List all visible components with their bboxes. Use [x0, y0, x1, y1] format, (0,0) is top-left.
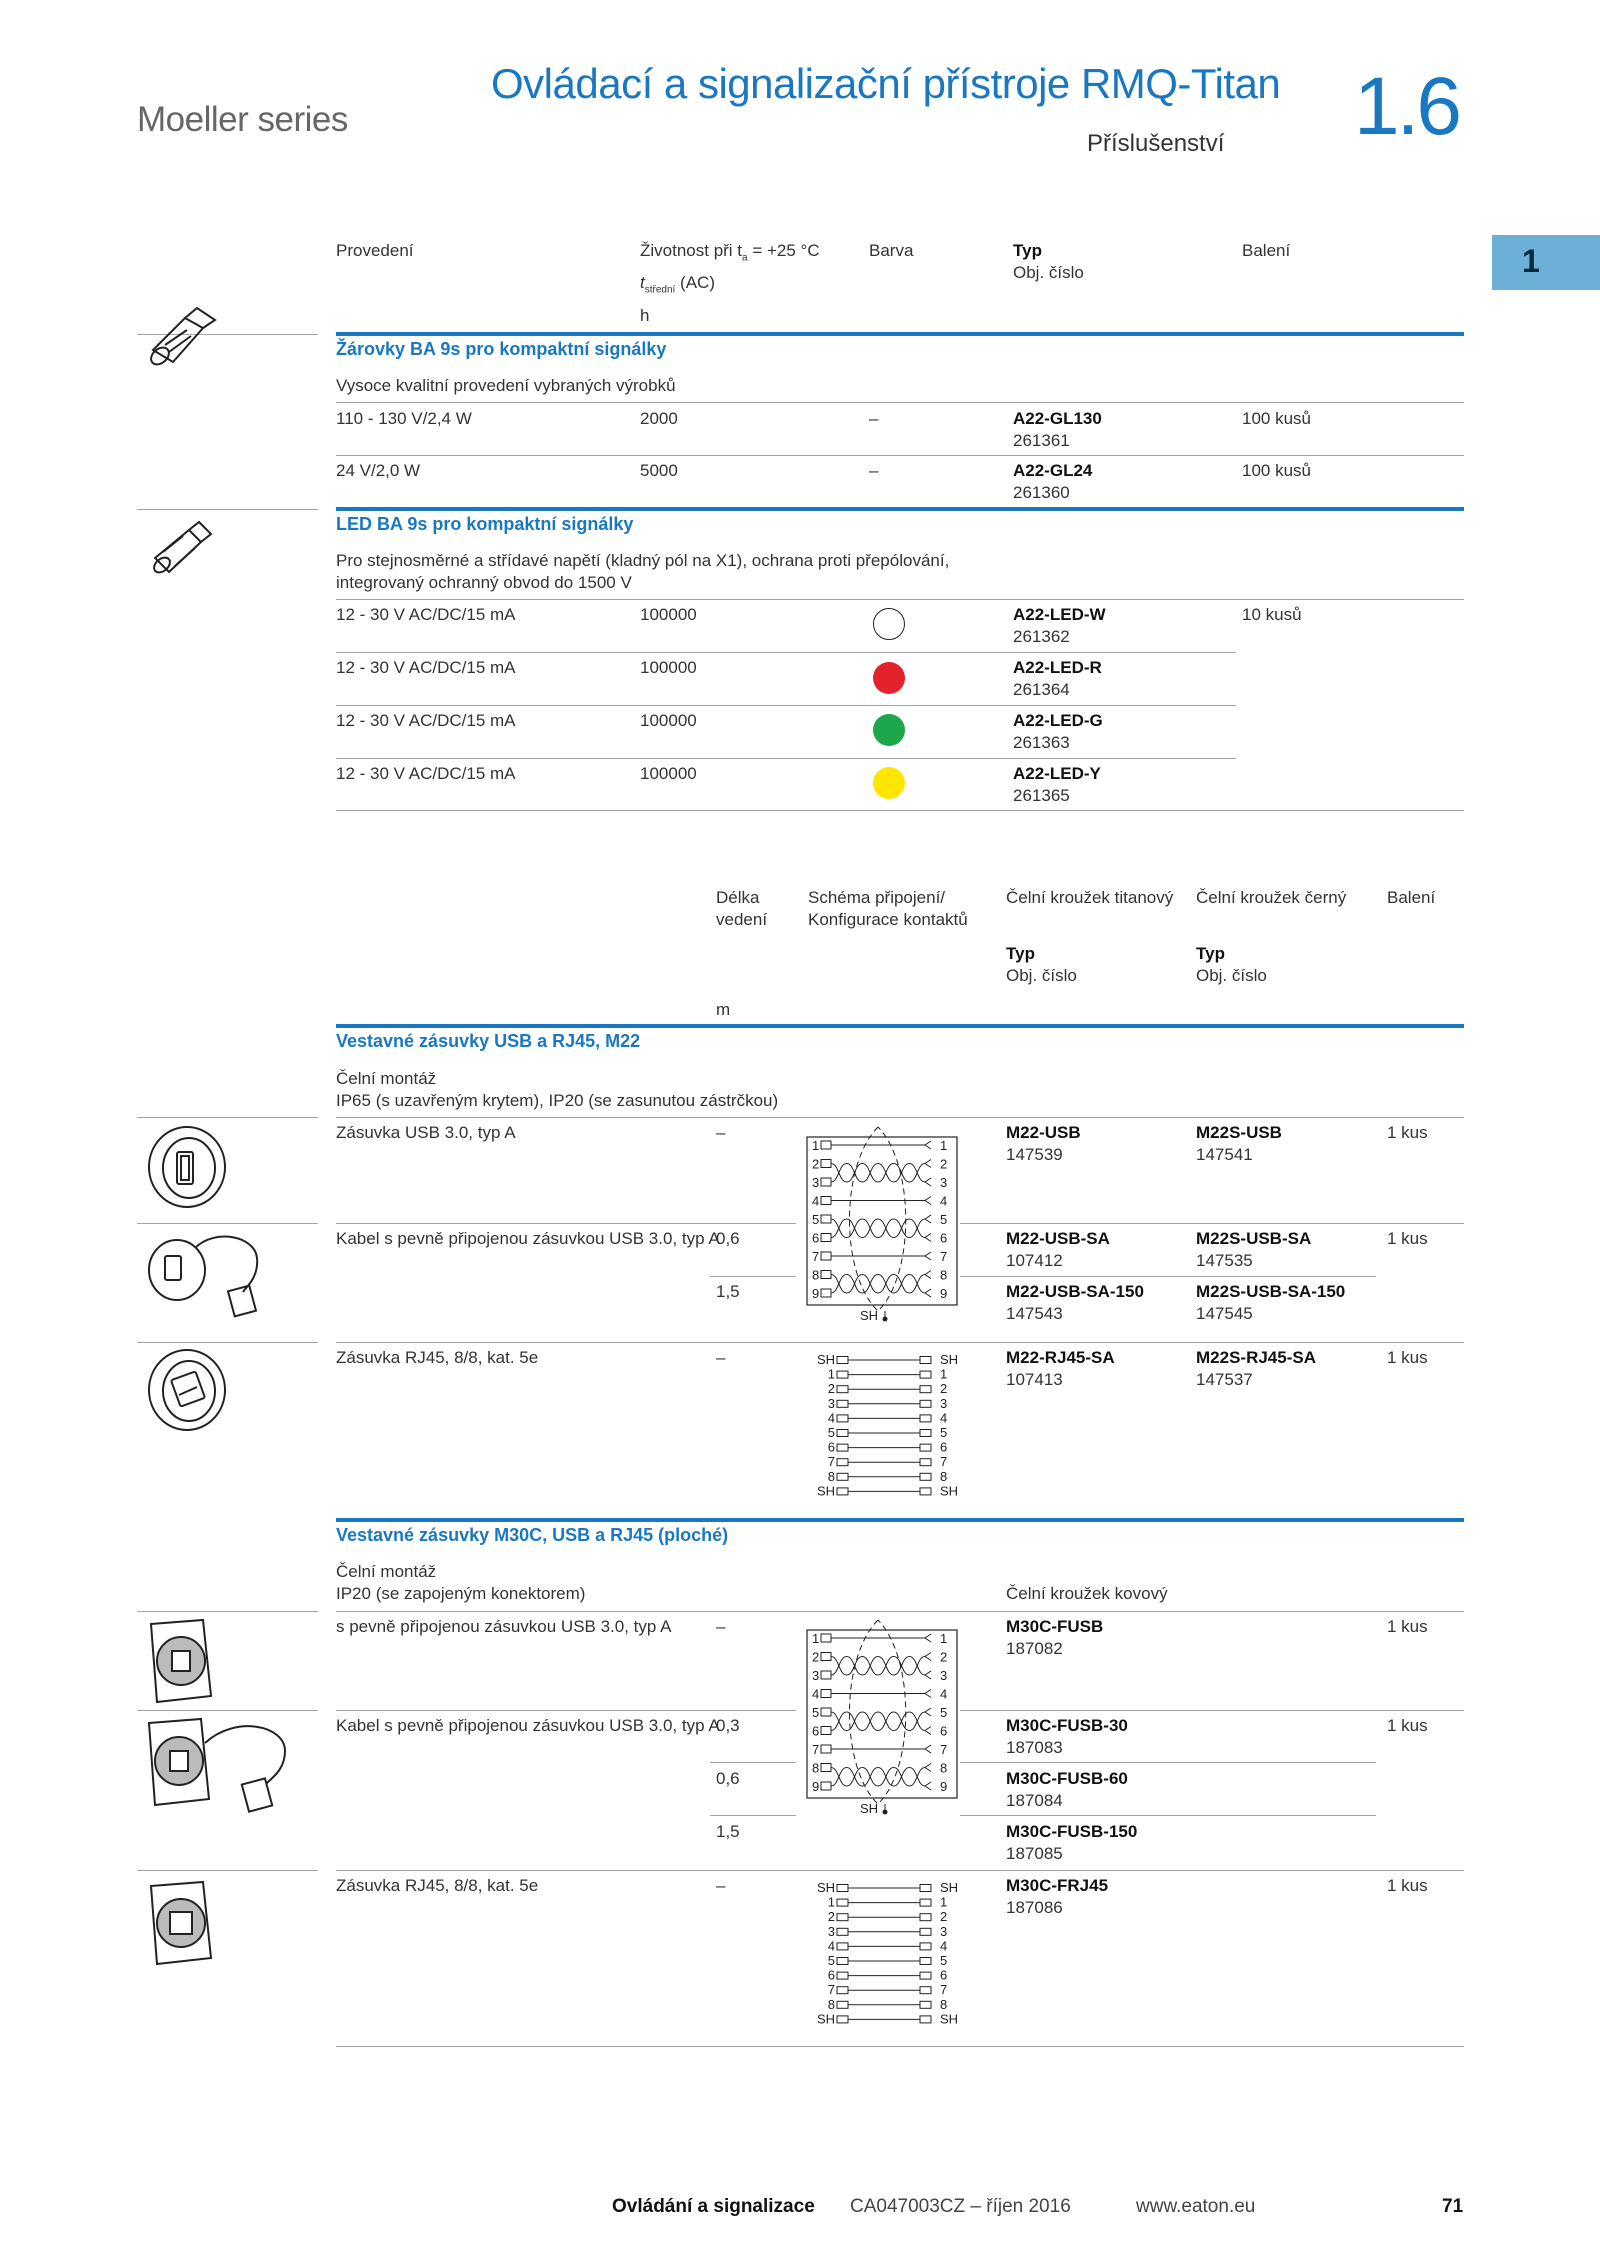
section-desc: IP20 (se zapojeným konektorem)	[336, 1584, 586, 1603]
row-obj: 261364	[1013, 680, 1070, 699]
section-title-led: LED BA 9s pro kompaktní signálky	[336, 514, 634, 534]
row-obj: 261363	[1013, 733, 1070, 752]
pin-label-right: 1	[940, 1366, 948, 1382]
pin-label-right: 5	[940, 1212, 948, 1227]
row-obj-titan: 147543	[1006, 1304, 1063, 1323]
pin-label-right: 7	[940, 1454, 948, 1470]
pin-label-right: 9	[940, 1286, 948, 1301]
row-typ: M30C-FUSB	[1006, 1617, 1104, 1636]
row-provedeni: Zásuvka USB 3.0, typ A	[336, 1123, 516, 1142]
section-desc: Pro stejnosměrné a střídavé napětí (kladný pól na X1), ochrana proti přepólování,	[336, 551, 950, 570]
row-obj: 187084	[1006, 1791, 1063, 1810]
row-obj-titan: 107412	[1006, 1251, 1063, 1270]
pin-label-left: 3	[827, 1395, 835, 1411]
row-life: 2000	[640, 409, 678, 428]
pin-label-left: SH	[816, 1880, 835, 1895]
pin-label-right: 2	[940, 1156, 948, 1172]
col-header-unit-h: h	[640, 306, 650, 325]
row-typ: M30C-FRJ45	[1006, 1876, 1109, 1895]
col-header-schema: Konfigurace kontaktů	[808, 910, 968, 929]
row-life: 100000	[640, 605, 697, 624]
pin-label-right: 6	[940, 1723, 948, 1739]
row-life: 100000	[640, 658, 697, 677]
col-header-baleni: Balení	[1242, 241, 1291, 260]
pin-label-right: 1	[940, 1894, 948, 1910]
pin-label-left: 3	[812, 1668, 820, 1683]
page-subtitle: Příslušenství	[1087, 130, 1225, 157]
col-header-schema: Schéma připojení/	[808, 888, 946, 907]
row-obj: 187085	[1006, 1844, 1063, 1863]
row-typ-cerny: M22S-USB-SA-150	[1196, 1282, 1346, 1301]
pin-label-right: 7	[940, 1982, 948, 1998]
row-life: 5000	[640, 461, 678, 480]
row-baleni: 100 kusů	[1242, 409, 1311, 428]
pin-label-right: 2	[940, 1649, 948, 1665]
pin-label-left: 8	[827, 1996, 835, 2012]
row-delka: 0,6	[716, 1769, 740, 1788]
pin-label-right: SH	[940, 1352, 959, 1367]
row-obj: 187086	[1006, 1898, 1063, 1917]
flat-usb-socket-icon	[145, 1616, 225, 1706]
row-obj: 261361	[1013, 431, 1070, 450]
row-delka: –	[716, 1617, 726, 1636]
row-typ-titan: M22-USB	[1006, 1123, 1081, 1142]
shield-label: SH	[860, 1308, 879, 1323]
chapter-number: 1.6	[1354, 61, 1459, 152]
pin-label-right: 1	[940, 1138, 948, 1153]
footer-section: Ovládání a signalizace	[612, 2196, 815, 2217]
section-desc: IP65 (s uzavřeným krytem), IP20 (se zasunutou zástrčkou)	[336, 1091, 779, 1110]
pin-label-left: 1	[812, 1631, 820, 1646]
row-obj: 187083	[1006, 1738, 1063, 1757]
section-desc: integrovaný ochranný obvod do 1500 V	[336, 573, 632, 592]
row-typ: A22-GL130	[1013, 409, 1102, 428]
pin-label-right: 8	[940, 1468, 948, 1484]
row-typ-cerny: M22S-RJ45-SA	[1196, 1348, 1316, 1367]
row-typ-cerny: M22S-USB	[1196, 1123, 1282, 1142]
row-delka: 0,3	[716, 1716, 740, 1735]
row-baleni: 1 kus	[1387, 1876, 1428, 1895]
section-desc: Čelní montáž	[336, 1562, 437, 1581]
row-typ-titan: M22-USB-SA-150	[1006, 1282, 1144, 1301]
page-title: Ovládací a signalizační přístroje RMQ-Titan	[491, 60, 1281, 107]
row-typ: M30C-FUSB-150	[1006, 1822, 1138, 1841]
pin-label-left: 1	[827, 1894, 835, 1910]
pin-label-right: 3	[940, 1175, 948, 1190]
pin-label-left: 5	[827, 1953, 835, 1968]
pin-label-right: 6	[940, 1439, 948, 1455]
pin-label-left: SH	[816, 1483, 835, 1499]
section-title-m22: Vestavné zásuvky USB a RJ45, M22	[336, 1031, 641, 1051]
section-desc: Čelní montáž	[336, 1069, 437, 1088]
row-baleni: 1 kus	[1387, 1716, 1428, 1735]
bulb-icon	[145, 300, 225, 370]
row-provedeni: 110 - 130 V/2,4 W	[336, 409, 472, 428]
pin-label-left: 7	[812, 1742, 820, 1757]
pin-label-right: 4	[940, 1193, 948, 1209]
col-header-typ: Typ	[1196, 944, 1225, 963]
row-baleni: 1 kus	[1387, 1123, 1428, 1142]
col-header-delka: vedení	[716, 910, 768, 929]
col-header-delka: Délka	[716, 888, 760, 907]
row-typ: M30C-FUSB-60	[1006, 1769, 1128, 1788]
chapter-tab-label: 1	[1522, 243, 1540, 279]
pin-label-right: 5	[940, 1705, 948, 1720]
led-color-yellow	[873, 767, 905, 799]
pin-label-right: 2	[940, 1909, 948, 1925]
row-delka: 0,6	[716, 1229, 740, 1248]
section-title-m30c: Vestavné zásuvky M30C, USB a RJ45 (ploché)	[336, 1525, 729, 1545]
col-header-barva: Barva	[869, 241, 914, 260]
rj45-socket-icon	[145, 1345, 235, 1435]
pin-label-left: 2	[827, 1909, 835, 1925]
section-title-zarovky: Žárovky BA 9s pro kompaktní signálky	[336, 339, 667, 359]
row-baleni: 1 kus	[1387, 1229, 1428, 1248]
col-header-cerny: Čelní kroužek černý	[1196, 888, 1347, 907]
pin-label-left: 5	[827, 1425, 835, 1440]
row-typ: A22-GL24	[1013, 461, 1093, 480]
pin-label-left: 4	[827, 1410, 835, 1426]
row-obj-cerny: 147545	[1196, 1304, 1253, 1323]
row-provedeni: Zásuvka RJ45, 8/8, kat. 5e	[336, 1348, 539, 1367]
pin-label-left: 2	[812, 1649, 820, 1665]
row-life: 100000	[640, 764, 697, 783]
pin-label-left: 6	[812, 1723, 820, 1739]
led-color-white	[873, 608, 905, 640]
pin-label-left: 1	[812, 1138, 820, 1153]
row-delka: 1,5	[716, 1822, 740, 1841]
pin-label-right: 4	[940, 1938, 948, 1954]
row-obj-cerny: 147541	[1196, 1145, 1253, 1164]
pin-label-left: 3	[812, 1175, 820, 1190]
pin-label-left: 2	[827, 1381, 835, 1397]
col-header-obj: Obj. číslo	[1006, 966, 1077, 985]
row-typ-titan: M22-RJ45-SA	[1006, 1348, 1115, 1367]
pin-label-right: SH	[940, 1880, 959, 1895]
row-delka: –	[716, 1876, 726, 1895]
pin-label-left: 9	[812, 1779, 820, 1794]
pin-label-left: 7	[827, 1454, 835, 1470]
pin-label-right: 8	[940, 1267, 948, 1283]
row-barva: –	[869, 409, 879, 428]
row-provedeni: 24 V/2,0 W	[336, 461, 421, 480]
row-provedeni: 12 - 30 V AC/DC/15 mA	[336, 658, 516, 677]
pin-label-right: 8	[940, 1996, 948, 2012]
row-obj: 261360	[1013, 483, 1070, 502]
row-baleni: 1 kus	[1387, 1348, 1428, 1367]
pin-label-right: 7	[940, 1249, 948, 1264]
pin-label-left: 7	[827, 1982, 835, 1998]
flat-rj45-socket-icon	[145, 1878, 225, 1968]
row-delka: –	[716, 1123, 726, 1142]
rj45-wiring-diagram	[805, 1878, 965, 2030]
pin-label-right: 2	[940, 1381, 948, 1397]
usb-wiring-diagram	[805, 1618, 965, 1818]
pin-label-right: 1	[940, 1631, 948, 1646]
row-obj: 261365	[1013, 786, 1070, 805]
row-provedeni: Kabel s pevně připojenou zásuvkou USB 3.0, typ A	[336, 1716, 720, 1735]
pin-label-left: 7	[812, 1249, 820, 1264]
row-typ: A22-LED-Y	[1013, 764, 1101, 783]
series-label: Moeller series	[137, 100, 348, 139]
led-bulb-icon	[145, 510, 225, 580]
col-header-t-stredni: $t_{střední}$ (AC)	[640, 273, 715, 296]
col-header-zivotnost: Životnost při $t_a = +25$ °C	[640, 241, 820, 264]
row-delka: –	[716, 1348, 726, 1367]
pin-label-left: 2	[812, 1156, 820, 1172]
pin-label-right: 4	[940, 1686, 948, 1702]
row-obj: 261362	[1013, 627, 1070, 646]
pin-label-right: 3	[940, 1668, 948, 1683]
usb-socket-icon	[145, 1122, 235, 1212]
row-delka: 1,5	[716, 1282, 740, 1301]
pin-label-left: 5	[812, 1212, 820, 1227]
pin-label-left: 8	[812, 1267, 820, 1283]
pin-label-left: 4	[812, 1686, 820, 1702]
col-header-obj: Obj. číslo	[1196, 966, 1267, 985]
pin-label-left: 3	[827, 1923, 835, 1939]
col-header-typ: Typ	[1013, 241, 1042, 260]
chapter-tab[interactable]	[1492, 235, 1600, 290]
pin-label-left: SH	[816, 2011, 835, 2027]
row-typ-titan: M22-USB-SA	[1006, 1229, 1110, 1248]
row-typ: A22-LED-G	[1013, 711, 1103, 730]
pin-label-left: SH	[816, 1352, 835, 1367]
pin-label-right: 5	[940, 1425, 948, 1440]
row-obj-titan: 107413	[1006, 1370, 1063, 1389]
row-baleni: 1 kus	[1387, 1617, 1428, 1636]
pin-label-right: SH	[940, 2011, 959, 2027]
row-provedeni: Kabel s pevně připojenou zásuvkou USB 3.0, typ A	[336, 1229, 720, 1248]
pin-label-left: 5	[812, 1705, 820, 1720]
usb-wiring-diagram	[805, 1125, 965, 1325]
pin-label-right: 3	[940, 1923, 948, 1939]
footer-web[interactable]: www.eaton.eu	[1136, 2196, 1256, 2217]
row-obj-cerny: 147535	[1196, 1251, 1253, 1270]
row-obj: 187082	[1006, 1639, 1063, 1658]
row-provedeni: 12 - 30 V AC/DC/15 mA	[336, 605, 516, 624]
col-header-provedeni: Provedení	[336, 241, 414, 260]
col-header-obj: Obj. číslo	[1013, 263, 1084, 282]
row-barva: –	[869, 461, 879, 480]
row-typ: A22-LED-W	[1013, 605, 1106, 624]
pin-label-left: 1	[827, 1366, 835, 1382]
rj45-wiring-diagram	[805, 1350, 965, 1502]
row-baleni: 100 kusů	[1242, 461, 1311, 480]
col-header-kovovy: Čelní kroužek kovový	[1006, 1584, 1168, 1603]
row-provedeni: s pevně připojenou zásuvkou USB 3.0, typ A	[336, 1617, 672, 1636]
pin-label-left: 4	[812, 1193, 820, 1209]
col-header-titan: Čelní kroužek titanový	[1006, 888, 1174, 907]
col-header-typ: Typ	[1006, 944, 1035, 963]
footer-catalog: CA047003CZ – říjen 2016	[850, 2196, 1071, 2217]
col-header-baleni: Balení	[1387, 888, 1436, 907]
row-typ: A22-LED-R	[1013, 658, 1102, 677]
usb-cable-socket-icon	[145, 1228, 275, 1318]
flat-usb-cable-icon	[145, 1715, 295, 1815]
pin-label-right: 4	[940, 1410, 948, 1426]
pin-label-left: 6	[827, 1439, 835, 1455]
pin-label-left: 8	[812, 1760, 820, 1776]
row-provedeni: 12 - 30 V AC/DC/15 mA	[336, 711, 516, 730]
led-color-green	[873, 714, 905, 746]
led-color-red	[873, 662, 905, 694]
row-provedeni: Zásuvka RJ45, 8/8, kat. 5e	[336, 1876, 539, 1895]
pin-label-left: 6	[812, 1230, 820, 1246]
pin-label-left: 8	[827, 1468, 835, 1484]
pin-label-left: 6	[827, 1967, 835, 1983]
row-baleni: 10 kusů	[1242, 605, 1302, 624]
pin-label-right: 9	[940, 1779, 948, 1794]
row-provedeni: 12 - 30 V AC/DC/15 mA	[336, 764, 516, 783]
col-header-unit-m: m	[716, 1000, 731, 1019]
pin-label-right: 3	[940, 1395, 948, 1411]
pin-label-right: SH	[940, 1483, 959, 1499]
row-life: 100000	[640, 711, 697, 730]
pin-label-right: 7	[940, 1742, 948, 1757]
row-obj-cerny: 147537	[1196, 1370, 1253, 1389]
pin-label-right: 8	[940, 1760, 948, 1776]
pin-label-left: 9	[812, 1286, 820, 1301]
shield-label: SH	[860, 1801, 879, 1816]
pin-label-right: 6	[940, 1230, 948, 1246]
pin-label-left: 4	[827, 1938, 835, 1954]
pin-label-right: 6	[940, 1967, 948, 1983]
row-typ-cerny: M22S-USB-SA	[1196, 1229, 1312, 1248]
page-number: 71	[1442, 2196, 1464, 2217]
row-obj-titan: 147539	[1006, 1145, 1063, 1164]
section-desc: Vysoce kvalitní provedení vybraných výrobků	[336, 376, 676, 395]
row-typ: M30C-FUSB-30	[1006, 1716, 1128, 1735]
pin-label-right: 5	[940, 1953, 948, 1968]
